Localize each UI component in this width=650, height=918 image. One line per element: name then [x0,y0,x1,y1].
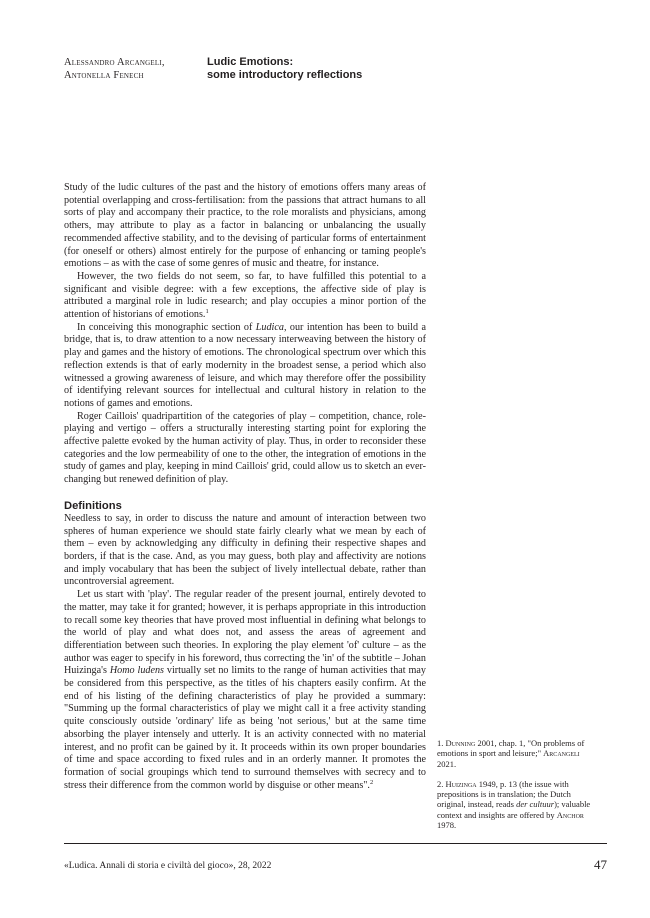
footnote-1-text: 2001, chap. 1, "On problems of emotions in sport and leisure;" [437,738,585,759]
footer-rule [64,843,607,844]
footnote-ref-2[interactable]: 2 [369,778,374,786]
paragraph-4: Roger Caillois' quadripartition of the categories of play – competition, chance, role-playing and vertigo – offers a structurally interesting starting point for exploring the affective palette evoked by the human activity of play. Thus, in order to reconsider these categories and the low permeability of one to the other, the integration of emotions in the study of games and play, keeping in mind Caillois' grid, could allow us to sketch an ever-changing but renewed definition of play. [64,410,426,486]
paragraph-6 [64,589,426,792]
footnote-2-text-b: ); valuable context and insights are offered by [437,799,591,820]
footnote-2-author: Huizinga [445,778,477,789]
footnote-1 [437,738,597,769]
footnote-1-author: Dunning [445,738,476,748]
book-title: Homo ludens [109,665,164,677]
footnote-1-author-2: Arcangeli [543,748,580,759]
paragraph-2 [64,271,426,322]
paragraph-3-text-a: In conceiving this monographic section of [77,321,256,333]
footnote-1-number: 1. [437,738,446,748]
paragraph-1: Study of the ludic cultures of the past and the history of emotions offers many areas of potential overlapping and cross-fertilisation: from the passions that attract humans to all sorts of play and accompany their practice, to the role moralists and physicians, among others, may attribute to play as a factor in balancing or unbalancing the usually recommended affective stability, and to the devising of particular forms of entertainment (for oneself or others) almost entirely for the purpose of enhancing or taming people's emotions – as with the case of some genres of music and theatre, for instance. [64,182,426,270]
footnote-2-quote: der cultuur [516,799,555,810]
title-line-1: Ludic Emotions: [207,56,294,68]
footnote-2-number: 2. [437,778,446,789]
author-2: Antonella Fenech [64,70,144,81]
journal-citation: «Ludica. Annali di storia e civiltà del gioco», 28, 2022 [64,861,272,871]
footnote-2 [437,779,597,830]
author-1: Alessandro Arcangeli, [64,57,165,68]
footnote-2-text: 1949, p. 13 (the issue with prepositions is in translation; the Dutch original, instead, reads [437,778,571,810]
journal-name: Ludica [255,321,284,333]
article-title [207,56,427,82]
page-number: 47 [594,857,607,872]
paragraph-2-text: However, the two fields do not seem, so far, to have fulfilled this potential to a significant and visible degree: with a few exceptions, the affective side of play is attributed a marginal role in ludic research; and play occupies a minor portion of the attention of historians of emotions. [64,270,426,321]
title-line-2: some introductory reflections [207,69,363,81]
authors [64,56,204,82]
paragraph-6-text-b: virtually set no limits to the range of human activities that may be considered from this perspective, as the titles of his chapters easily confirm. At the end of his listing of the defining characteristics of play he provided a summary: "Summing up the formal characteristics of play we might call it a free activity standing quite consciously outside 'ordinary' life as being 'not serious,' but at the same time absorbing the player intensely and utterly. It is an activity connected with no material interest, and no profit can be gained by it. It proceeds within its own proper boundaries of time and space according to fixed rules and in an orderly manner. It promotes the formation of social groupings which tend to surround themselves with secrecy and to stress their difference from the common world by disguise or other means". [64,665,426,791]
main-text [64,182,426,792]
footnote-1-year: 2021. [437,758,457,769]
section-heading-definitions: Definitions [64,499,122,512]
footnote-2-author-2: Anchor [556,809,584,820]
footnote-ref-1[interactable]: 1 [205,308,209,316]
footnotes [437,738,597,840]
paragraph-3-text-b: , our intention has been to build a bridge, that is, to draw attention to a now necessary interweaving between the history of play and games and the history of emotions. The chronological spectrum over which this reflection extends is that of early modernity in the broadest sense, a period which also witnessed a growing awareness of leisure, and which may therefore offer the possibility of identifying relevant sources for intellectual and cultural history in relation to the notions of games and emotions. [64,321,426,409]
footnote-2-year: 1978. [437,820,457,831]
paragraph-3 [64,322,426,411]
paragraph-6-text-a: Let us start with 'play'. The regular reader of the present journal, entirely devoted to the matter, may take it for granted; however, it is perhaps appropriate in this introduction to recall some key theories that have proved most influential in defining what belongs to the world of play and what does not, and assess the areas of agreement and differentiation between such theories. In exploring the play element 'of' culture – as the author was eager to specify in his foreword, thus correcting the 'in' of the subtitle – Johan Huizinga's [64,589,426,677]
paragraph-5: Needless to say, in order to discuss the nature and amount of interaction between two spheres of human experience we should state fairly clearly what we mean by each of them – even by acknowledging any difficulty in defining their respective shapes and borders, if that is the case. And, as you may guess, both play and affectivity are notions and imply vocabulary that has been the subject of lively intellectual debate, rather than uncontroversial agreement. [64,512,426,588]
